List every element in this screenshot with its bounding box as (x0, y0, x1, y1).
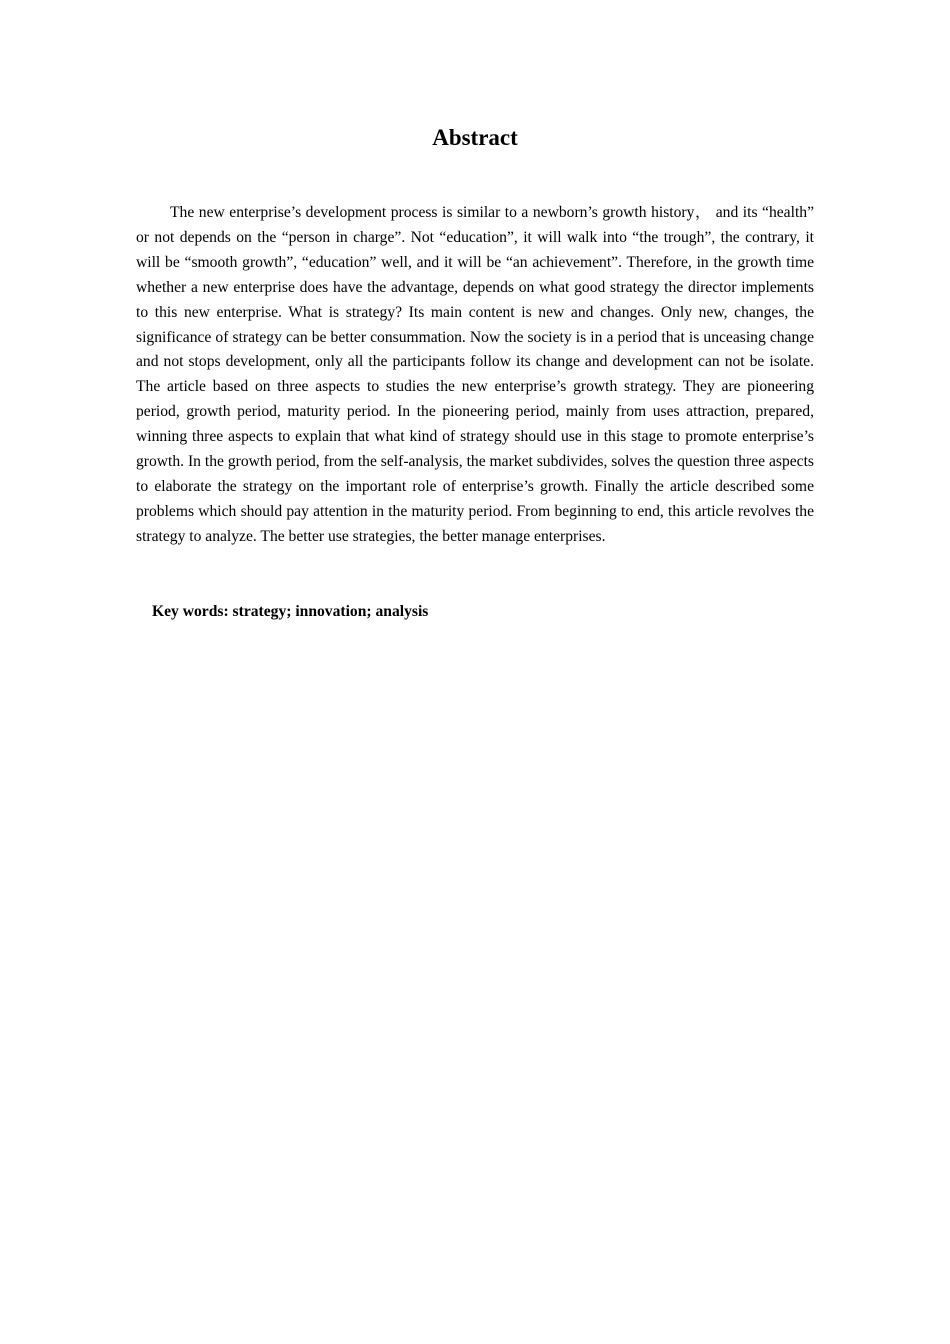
keywords-line: Key words: strategy; innovation; analysis (152, 603, 429, 620)
abstract-paragraph: The new enterprise’s development process is similar to a newborn’s growth history， and its “health” or not depends on the “person in charge”. Not “education”, it will walk into “the trough”, the contrary, it will be “smooth growth”, “education” well, and it will be “an achievement”. Therefore, in the growth time whether a new enterprise does have the advantage, depends on what good strategy the director implements to this new enterprise. What is strategy? Its main content is new and changes. Only new, changes, the significance of strategy can be better consummation. Now the society is in a period that is unceasing change and not stops development, only all the participants follow its change and development can not be isolate. The article based on three aspects to studies the new enterprise’s growth strategy. They are pioneering period, growth period, maturity period. In the pioneering period, mainly from uses attraction, prepared, winning three aspects to explain that what kind of strategy should use in this stage to promote enterprise’s growth. In the growth period, from the self-analysis, the market subdivides, solves the question three aspects to elaborate the strategy on the important role of enterprise’s growth. Finally the article described some problems which should pay attention in the maturity period. From beginning to end, this article revolves the strategy to analyze. The better use strategies, the better manage enterprises. (136, 204, 814, 545)
abstract-title: Abstract (432, 125, 518, 150)
